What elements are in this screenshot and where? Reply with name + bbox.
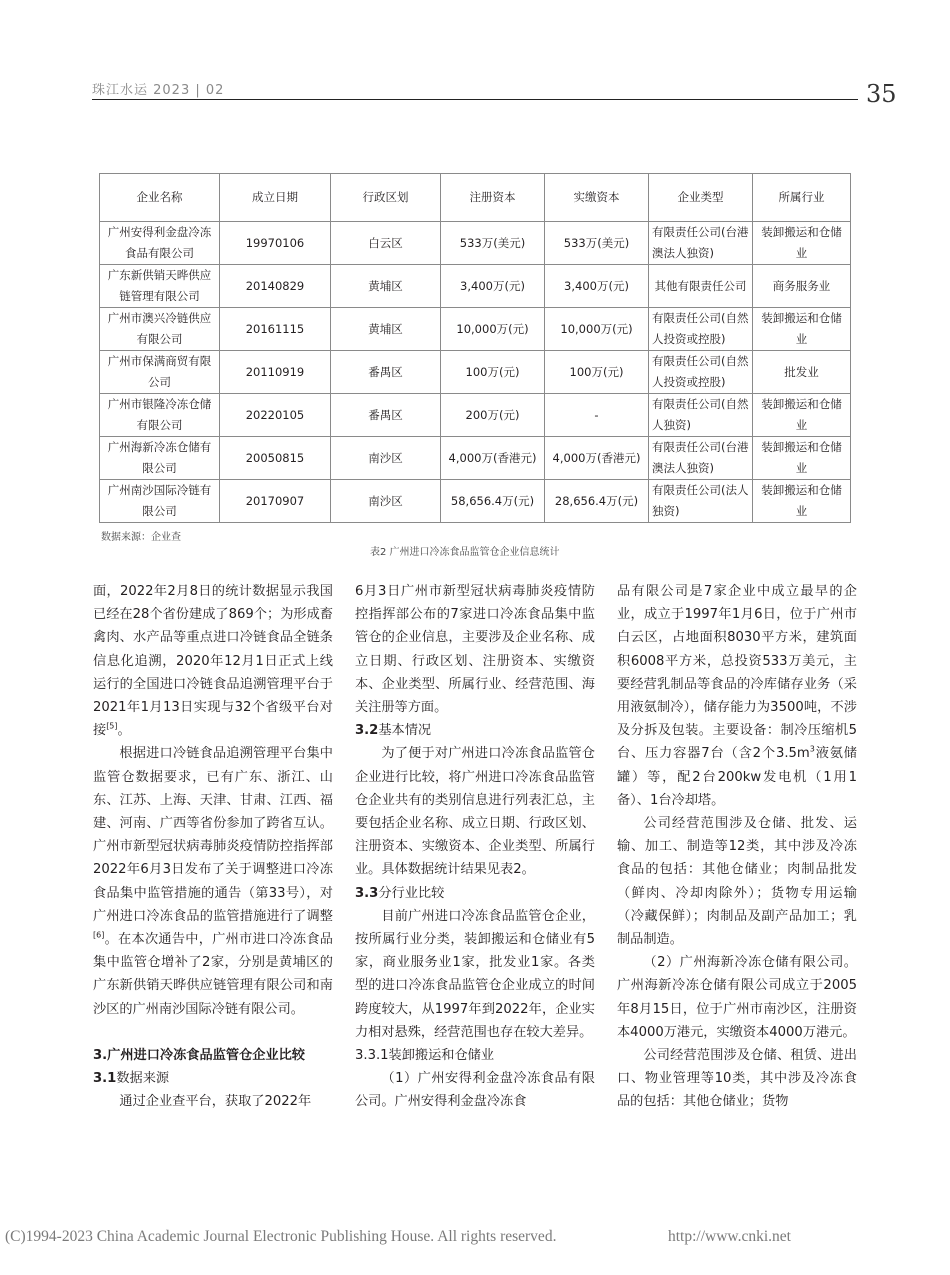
table-cell: 装卸搬运和仓储业 xyxy=(753,437,851,480)
table-cell: 58,656.4万(元) xyxy=(441,480,545,523)
table-cell: 100万(元) xyxy=(545,351,649,394)
table-source-note: 数据来源：企业查 xyxy=(101,532,181,543)
table-cell: 20170907 xyxy=(220,480,331,523)
table-cell: 批发业 xyxy=(753,351,851,394)
table-cell: - xyxy=(545,394,649,437)
table-row xyxy=(100,308,851,351)
paragraph: 品有限公司是7家企业中成立最早的企业，成立于1997年1月6日，位于广州市白云区，占地面积8030平方米，建筑面积6008平方米，总投资533万美元，主要经营乳制品等食品的冷库储存业务（采用液氨制冷），储存能力为3500吨，不涉及分拆及包装。主要设备：制冷压缩机5台、压力容器7台（含2个$3.5m^3$液氨储罐）等，配2台200kw发电机（1用1备）、1台冷却塔。 xyxy=(617,584,857,808)
table-cell: 广州海新冷冻仓储有限公司 xyxy=(100,437,220,480)
paragraph: 6月3日广州市新型冠状病毒肺炎疫情防控指挥部公布的7家进口冷冻食品集中监管仓的企业信息，主要涉及企业名称、成立日期、行政区划、注册资本、实缴资本、企业类型、所属行业、经营范围、海关注册等方面。 xyxy=(355,584,595,716)
paragraph: 通过企业查平台，获取了2022年 xyxy=(119,1094,312,1110)
col-header: 注册资本 xyxy=(441,174,545,222)
table-cell: 装卸搬运和仓储业 xyxy=(753,308,851,351)
table-cell: 20050815 xyxy=(220,437,331,480)
table-row xyxy=(100,351,851,394)
table-cell: 广东新供销天晔供应链管理有限公司 xyxy=(100,265,220,308)
table-cell: 20161115 xyxy=(220,308,331,351)
table-cell: 商务服务业 xyxy=(753,265,851,308)
table-cell: 装卸搬运和仓储业 xyxy=(753,222,851,265)
table-cell: 100万(元) xyxy=(441,351,545,394)
table-cell: 广州市银隆冷冻仓储有限公司 xyxy=(100,394,220,437)
paragraph: （1）广州安得利金盘冷冻食品有限公司。广州安得利金盘冷冻食 xyxy=(355,1071,595,1110)
table-cell: 10,000万(元) xyxy=(441,308,545,351)
paragraph: （2）广州海新冷冻仓储有限公司。广州海新冷冻仓储有限公司成立于2005年8月15日，位于广州市南沙区，注册资本4000万港元，实缴资本4000万港元。 xyxy=(617,955,857,1040)
table-cell: 20140829 xyxy=(220,265,331,308)
table-cell: 有限责任公司(自然人投资或控股) xyxy=(649,351,753,394)
table-cell: 广州市保满商贸有限公司 xyxy=(100,351,220,394)
table-cell: 19970106 xyxy=(220,222,331,265)
table-cell: 20110919 xyxy=(220,351,331,394)
table-cell: 4,000万(香港元) xyxy=(441,437,545,480)
table-cell: 装卸搬运和仓储业 xyxy=(753,480,851,523)
citation-ref: [5] xyxy=(106,721,118,731)
table-cell: 有限责任公司(法人独资) xyxy=(649,480,753,523)
table-cell: 番禺区 xyxy=(331,351,441,394)
text-column-3 xyxy=(617,580,857,1114)
table-cell: 200万(元) xyxy=(441,394,545,437)
table-cell: 4,000万(香港元) xyxy=(545,437,649,480)
col-header: 行政区划 xyxy=(331,174,441,222)
journal-header: 珠江水运 2023 | 02 xyxy=(92,83,225,98)
table-cell: 南沙区 xyxy=(331,480,441,523)
table-row xyxy=(100,480,851,523)
table-row xyxy=(100,394,851,437)
paragraph: 为了便于对广州进口冷冻食品监管仓企业进行比较，将广州进口冷冻食品监管仓企业共有的类别信息进行列表汇总，主要包括企业名称、成立日期、行政区划、注册资本、实缴资本、企业类型、所属行业。具体数据统计结果见表2。 xyxy=(355,746,595,878)
paragraph: 根据进口冷链食品追溯管理平台集中监管仓数据要求，已有广东、浙江、山东、江苏、上海、天津、甘肃、江西、福建、河南、广西等省份参加了跨省互认。广州市新型冠状病毒肺炎疫情防控指挥部2022年6月3日发布了关于调整进口冷冻食品集中监管措施的通告（第33号），对广州进口冷冻食品的监管措施进行了调整[6]。在本次通告中，广州市进口冷冻食品集中监管仓增补了2家，分别是黄埔区的广东新供销天晔供应链管理有限公司和南沙区的广州南沙国际冷链有限公司。 xyxy=(93,746,333,1017)
table-cell: 20220105 xyxy=(220,394,331,437)
page-number: 35 xyxy=(866,80,897,108)
table-cell: 番禺区 xyxy=(331,394,441,437)
table-cell: 有限责任公司(自然人投资或控股) xyxy=(649,308,753,351)
header-rule xyxy=(92,99,858,100)
table-cell: 广州市澳兴冷链供应有限公司 xyxy=(100,308,220,351)
table-cell: 南沙区 xyxy=(331,437,441,480)
table-cell: 有限责任公司(台港澳法人独资) xyxy=(649,437,753,480)
table-cell: 有限责任公司(自然人独资) xyxy=(649,394,753,437)
table-cell: 白云区 xyxy=(331,222,441,265)
col-header: 企业名称 xyxy=(100,174,220,222)
table-cell: 28,656.4万(元) xyxy=(545,480,649,523)
table-cell: 黄埔区 xyxy=(331,265,441,308)
section-heading: 3.广州进口冷冻食品监管仓企业比较 xyxy=(93,1047,305,1063)
citation-ref: [6] xyxy=(93,930,105,940)
subsubsection-heading: 3.3.1装卸搬运和仓储业 xyxy=(355,1048,495,1064)
col-header: 所属行业 xyxy=(753,174,851,222)
table-row xyxy=(100,437,851,480)
table-header-row xyxy=(100,174,851,222)
table-cell: 有限责任公司(台港澳法人独资) xyxy=(649,222,753,265)
copyright-notice: (C)1994-2023 China Academic Journal Electronic Publishing House. All rights reserved. xyxy=(5,1228,557,1245)
table-caption: 表2 广州进口冷冻食品监管仓企业信息统计 xyxy=(370,547,560,558)
table-cell: 广州安得利金盘冷冻食品有限公司 xyxy=(100,222,220,265)
table-row xyxy=(100,265,851,308)
table-cell: 装卸搬运和仓储业 xyxy=(753,394,851,437)
table-cell: 3,400万(元) xyxy=(441,265,545,308)
table-cell: 10,000万(元) xyxy=(545,308,649,351)
col-header: 成立日期 xyxy=(220,174,331,222)
col-header: 实缴资本 xyxy=(545,174,649,222)
subsection-heading: 3.2基本情况 xyxy=(355,723,432,739)
subsection-heading: 3.1数据来源 xyxy=(93,1071,170,1087)
table-cell: 黄埔区 xyxy=(331,308,441,351)
paragraph: 公司经营范围涉及仓储、批发、运输、加工、制造等12类，其中涉及冷冻食品的包括：其他仓储业；肉制品批发（鲜肉、冷却肉除外）；货物专用运输（冷藏保鲜）；肉制品及副产品加工；乳制品制造。 xyxy=(617,816,857,948)
table-cell: 3,400万(元) xyxy=(545,265,649,308)
paragraph: 面，2022年2月8日的统计数据显示我国已经在28个省份建成了869个；为形成畜禽肉、水产品等重点进口冷链食品全链条信息化追溯，2020年12月1日正式上线运行的全国进口冷链食品追溯管理平台于2021年1月13日实现与32个省级平台对接[5]。 xyxy=(93,584,333,739)
table-cell: 533万(美元) xyxy=(441,222,545,265)
col-header: 企业类型 xyxy=(649,174,753,222)
table-cell: 533万(美元) xyxy=(545,222,649,265)
superscript: 3 xyxy=(809,745,815,755)
table-row xyxy=(100,222,851,265)
paragraph: 公司经营范围涉及仓储、租赁、进出口、物业管理等10类，其中涉及冷冻食品的包括：其他仓储业；货物 xyxy=(617,1048,857,1110)
table-cell: 其他有限责任公司 xyxy=(649,265,753,308)
paragraph: 目前广州进口冷冻食品监管仓企业，按所属行业分类，装卸搬运和仓储业有5家，商业服务业1家，批发业1家。各类型的进口冷冻食品监管仓企业成立的时间跨度较大，从1997年到2022年，企业实力相对悬殊，经营范围也存在较大差异。 xyxy=(355,908,595,1040)
subsection-heading: 3.3分行业比较 xyxy=(355,885,445,901)
table-cell: 广州南沙国际冷链有限公司 xyxy=(100,480,220,523)
text-column-1 xyxy=(93,580,333,1113)
footer-url: http://www.cnki.net xyxy=(668,1228,791,1245)
enterprise-table xyxy=(99,173,851,523)
text-column-2 xyxy=(355,580,595,1114)
